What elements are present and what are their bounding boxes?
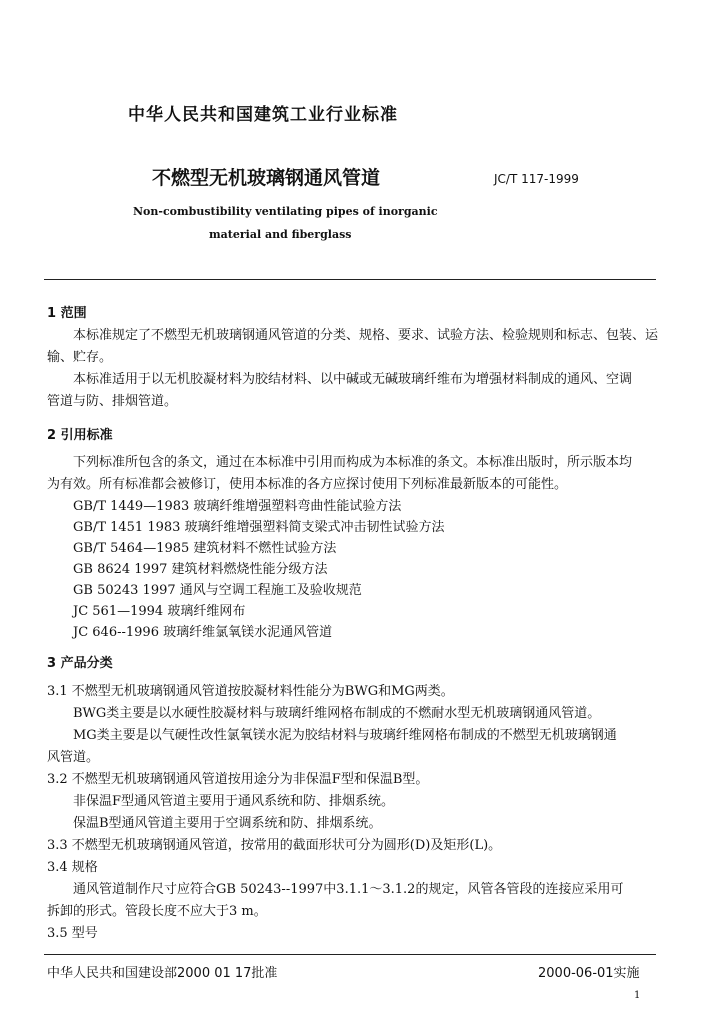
section-3-title: 3 产品分类 — [47, 656, 113, 671]
clause-3-1: 3.1 不燃型无机玻璃钢通风管道按胶凝材料性能分为BWG和MG两类。 — [47, 684, 454, 699]
paragraph: 保温B型通风管道主要用于空调系统和防、排烟系统。 — [73, 816, 382, 831]
reference-item: GB/T 1449—1983 玻璃纤维增强塑料弯曲性能试验方法 — [73, 499, 402, 514]
paragraph: BWG类主要是以水硬性胶凝材料与玻璃纤维网格布制成的不燃耐水型无机玻璃钢通风管道。 — [73, 706, 601, 721]
paragraph: 风管道。 — [47, 750, 100, 765]
paragraph: 管道与防、排烟管道。 — [47, 394, 178, 409]
reference-item: GB 8624 1997 建筑材料燃烧性能分级方法 — [73, 562, 328, 577]
document-title: 不燃型无机玻璃钢通风管道 — [152, 167, 381, 189]
paragraph: 拆卸的形式。管段长度不应大于3 m。 — [47, 904, 267, 919]
clause-3-2: 3.2 不燃型无机玻璃钢通风管道按用途分为非保温F型和保温B型。 — [47, 772, 429, 787]
reference-item: GB/T 1451 1983 玻璃纤维增强塑料简支梁式冲击韧性试验方法 — [73, 520, 445, 535]
paragraph: MG类主要是以气硬性改性氯氧镁水泥为胶结材料与玻璃纤维网格布制成的不燃型无机玻璃钢通 — [73, 728, 617, 743]
paragraph: 输、贮存。 — [47, 350, 113, 365]
standard-code: JC/T 117-1999 — [494, 172, 579, 186]
footer-divider — [44, 954, 656, 955]
reference-item: JC 561—1994 玻璃纤维网布 — [73, 604, 246, 619]
reference-item: GB/T 5464—1985 建筑材料不燃性试验方法 — [73, 541, 337, 556]
paragraph: 通风管道制作尺寸应符合GB 50243--1997中3.1.1～3.1.2的规定，风管各管段的连接应采用可 — [73, 882, 624, 897]
clause-3-5: 3.5 型号 — [47, 926, 98, 941]
paragraph: 下列标准所包含的条文，通过在本标准中引用而构成为本标准的条文。本标准出版时，所示版本均 — [73, 455, 633, 470]
paragraph: 非保温F型通风管道主要用于通风系统和防、排烟系统。 — [73, 794, 395, 809]
clause-3-4: 3.4 规格 — [47, 860, 98, 875]
reference-item: JC 646--1996 玻璃纤维氯氧镁水泥通风管道 — [73, 625, 333, 640]
section-1-title: 1 范围 — [47, 306, 87, 321]
paragraph: 为有效。所有标准都会被修订，使用本标准的各方应探讨使用下列标准最新版本的可能性。 — [47, 477, 568, 492]
header-divider — [44, 279, 656, 280]
industry-standard-heading: 中华人民共和国建筑工业行业标准 — [128, 105, 398, 125]
english-title-line-2: material and fiberglass — [209, 228, 352, 241]
approval-line: 中华人民共和国建设部2000 01 17批准 — [47, 966, 278, 981]
clause-3-3: 3.3 不燃型无机玻璃钢通风管道，按常用的截面形状可分为圆形(D)及矩形(L)。 — [47, 838, 502, 853]
paragraph: 本标准规定了不燃型无机玻璃钢通风管道的分类、规格、要求、试验方法、检验规则和标志、包装、运 — [73, 328, 659, 343]
paragraph: 本标准适用于以无机胶凝材料为胶结材料、以中碱或无碱玻璃纤维布为增强材料制成的通风、空调 — [73, 372, 633, 387]
reference-item: GB 50243 1997 通风与空调工程施工及验收规范 — [73, 583, 362, 598]
effective-date: 2000-06-01实施 — [538, 966, 640, 981]
page-number: 1 — [634, 990, 641, 1001]
english-title-line-1: Non-combustibility ventilating pipes of inorganic — [133, 205, 438, 218]
section-2-title: 2 引用标准 — [47, 428, 113, 443]
